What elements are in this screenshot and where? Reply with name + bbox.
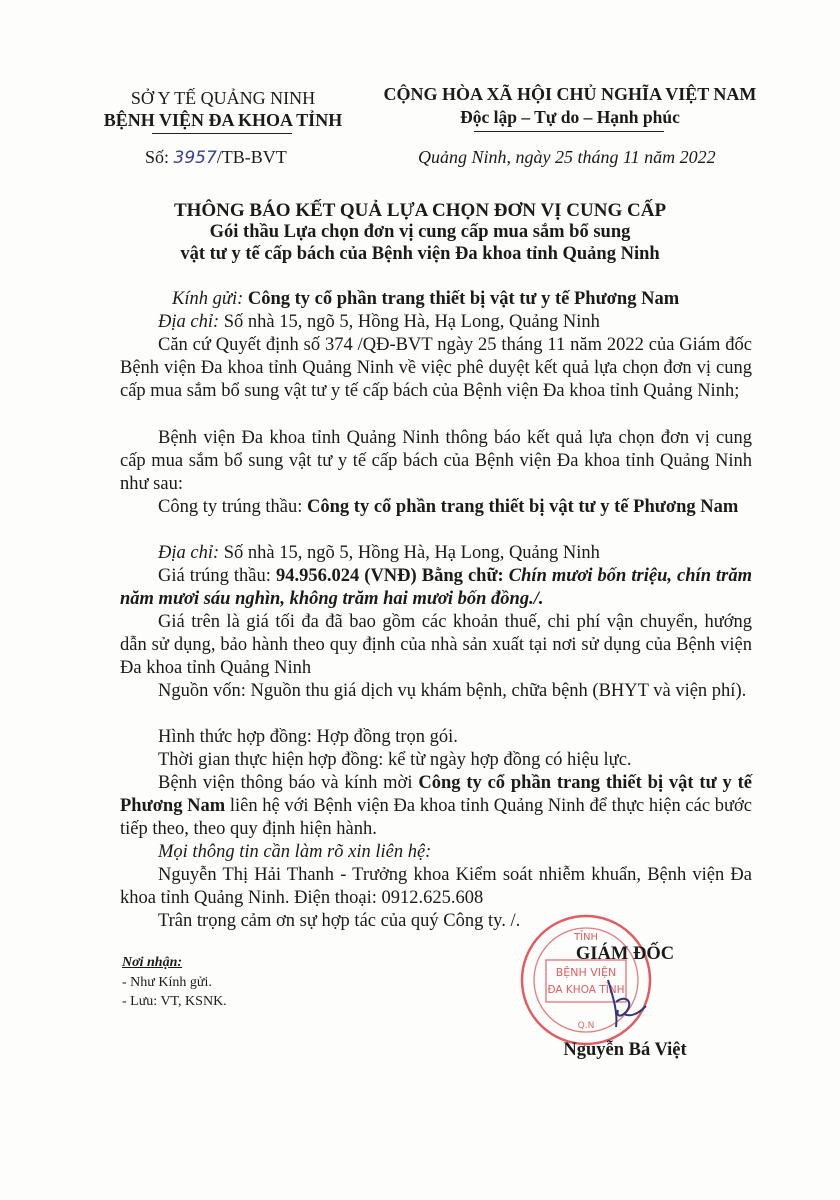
invite-company: Công ty cổ phần trang thiết bị vật tư y tế Phương Nam [120, 773, 752, 816]
number-suffix: /TB-BVT [216, 147, 287, 167]
contact-intro: Mọi thông tin cần làm rõ xin liên hệ: [158, 842, 432, 862]
invite-pre: Bệnh viện thông báo và kính mời [158, 773, 413, 793]
winner-address-label: Địa chỉ: [158, 543, 220, 563]
address-value: Số nhà 15, ngõ 5, Hồng Hà, Hạ Long, Quảng Ninh [223, 312, 600, 332]
document-number [145, 147, 287, 168]
price-label: Giá trúng thầu: [158, 566, 271, 586]
price-value: 94.956.024 (VNĐ) Bằng chữ: [275, 566, 504, 586]
recipient-label: Kính gửi: [172, 289, 244, 309]
winner-name: Công ty cổ phần trang thiết bị vật tư y tế Phương Nam [307, 497, 739, 517]
thanks-line: Trân trọng cảm ơn sự hợp tác của quý Công ty. /. [158, 911, 521, 931]
motto: Độc lập – Tự do – Hạnh phúc [460, 107, 680, 127]
svg-text:ĐA KHOA TỈNH: ĐA KHOA TỈNH [547, 984, 625, 996]
winner-line [120, 496, 752, 519]
doc-title: THÔNG BÁO KẾT QUẢ LỰA CHỌN ĐƠN VỊ CUNG CẤP [173, 200, 667, 221]
para-funding: Nguồn vốn: Nguồn thu giá dịch vụ khám bệnh, chữa bệnh (BHYT và viện phí). [158, 681, 747, 701]
para-price-note: Giá trên là giá tối đa đã bao gồm các khoản thuế, chi phí vận chuyển, hướng dẫn sử dụng, bảo hành theo quy định của nhà sản xuất tại nơi sử dụng của Bệnh viện Đa khoa tỉnh Quảng Ninh [120, 612, 752, 678]
doc-subtitle-1: Gói thầu Lựa chọn đơn vị cung cấp mua sắm bổ sung [209, 222, 631, 242]
number-prefix: Số: [145, 147, 170, 167]
signature-stroke [588, 972, 658, 1032]
country-name: CỘNG HÒA XÃ HỘI CHỦ NGHĨA VIỆT NAM [383, 84, 757, 104]
org-underline [152, 133, 292, 134]
price-words: Chín mươi bốn triệu, chín trăm năm mươi sáu nghìn, không trăm hai mươi bốn đồng./. [120, 566, 753, 609]
para-contract-time: Thời gian thực hiện hợp đồng: kể từ ngày hợp đồng có hiệu lực. [158, 750, 632, 770]
org-parent: SỞ Y TẾ QUẢNG NINH [130, 88, 316, 108]
winner-address-line [120, 542, 752, 565]
price-line [120, 565, 752, 611]
para-announcement: Bệnh viện Đa khoa tỉnh Quảng Ninh thông báo kết quả lựa chọn đơn vị cung cấp mua sắm bổ sung vật tư y tế cấp bách của Bệnh viện Đa khoa tỉnh Quảng Ninh như sau: [120, 428, 752, 494]
signer-title: GIÁM ĐỐC [575, 944, 675, 964]
recipient-item-2: - Lưu: VT, KSNK. [122, 994, 227, 1009]
address-label: Địa chỉ: [158, 312, 220, 332]
invite-post: liên hệ với Bệnh viện Đa khoa tỉnh Quảng Ninh để thực hiện các bước tiếp theo, theo quy định hiện hành. [120, 796, 752, 839]
svg-text:Q.N: Q.N [577, 1021, 595, 1031]
recipient-name: Công ty cổ phần trang thiết bị vật tư y tế Phương Nam [247, 289, 680, 309]
handwritten-signature [588, 972, 658, 1032]
recipient-item-1: - Như Kính gửi. [122, 975, 212, 990]
recipient-address-line [158, 311, 758, 334]
contact-details: Nguyễn Thị Hải Thanh - Trưởng khoa Kiểm soát nhiễm khuẩn, Bệnh viện Đa khoa tỉnh Quảng Ninh. Điện thoại: 0912.625.608 [120, 865, 752, 908]
svg-text:BỆNH VIỆN: BỆNH VIỆN [555, 966, 617, 979]
place-date: Quảng Ninh, ngày 25 tháng 11 năm 2022 [418, 147, 716, 167]
recipient-line [172, 288, 772, 311]
recipients-label: Nơi nhận: [122, 955, 183, 970]
svg-text:TỈNH: TỈNH [573, 932, 599, 943]
signer-name: Nguyễn Bá Việt [563, 1040, 687, 1060]
para-contract-form: Hình thức hợp đồng: Hợp đồng trọn gói. [158, 727, 458, 747]
winner-label: Công ty trúng thầu: [158, 497, 303, 517]
winner-address-value: Số nhà 15, ngõ 5, Hồng Hà, Hạ Long, Quảng Ninh [223, 543, 600, 563]
org-name: BỆNH VIỆN ĐA KHOA TỈNH [103, 110, 343, 130]
para-legal-basis: Căn cứ Quyết định số 374 /QĐ-BVT ngày 25 tháng 11 năm 2022 của Giám đốc Bệnh viện Đa khoa tỉnh Quảng Ninh về việc phê duyệt kết quả lựa chọn đơn vị cung cấp mua sắm bổ sung vật tư y tế cấp bách của Bệnh viện Đa khoa tỉnh Quảng Ninh; [120, 335, 752, 401]
motto-underline [474, 131, 664, 132]
doc-subtitle-2: vật tư y tế cấp bách của Bệnh viện Đa khoa tỉnh Quảng Ninh [180, 244, 660, 264]
number-handwritten: 3957 [173, 148, 217, 168]
para-invitation [120, 772, 752, 841]
